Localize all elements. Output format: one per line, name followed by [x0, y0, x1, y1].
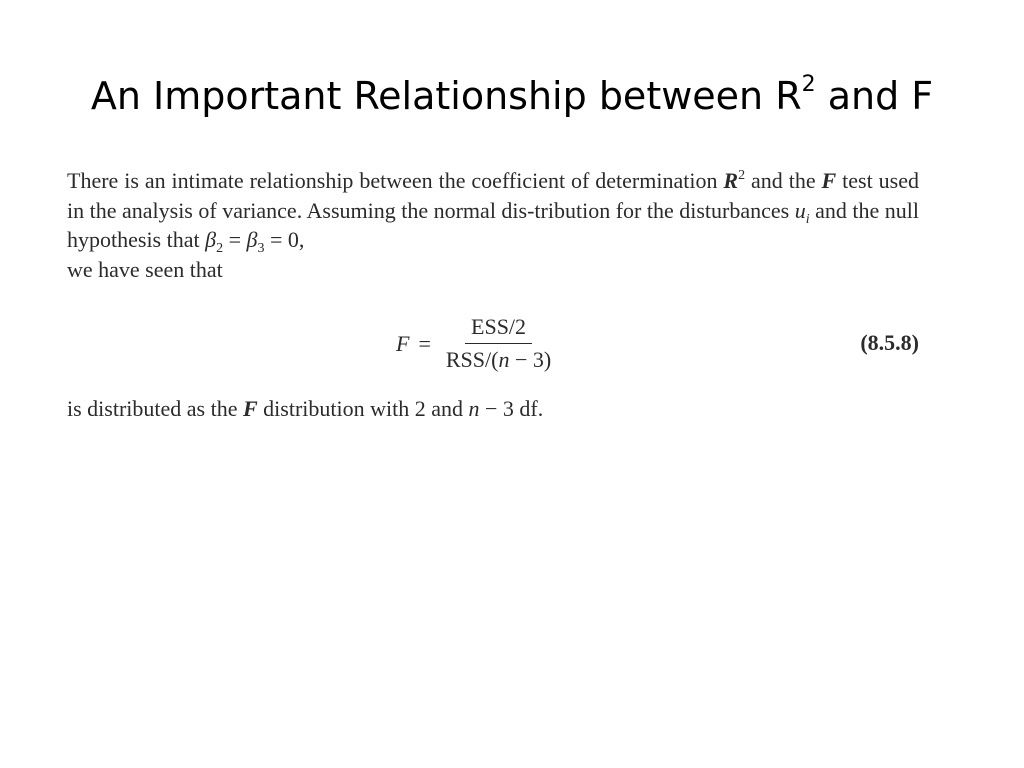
equation-number: (8.5.8) [860, 330, 919, 355]
equation-block [67, 284, 919, 394]
math-F: F [242, 396, 258, 421]
equation-lhs: F [396, 330, 410, 356]
math-beta2: β [205, 227, 217, 252]
denominator-text-end: − 3) [509, 347, 552, 372]
para-text: and the null hypothesis that [67, 197, 919, 252]
paragraph-intro [67, 166, 919, 284]
math-R-superscript: 2 [738, 168, 746, 183]
denominator-text: RSS/( [445, 347, 499, 372]
math-u: u [794, 197, 806, 223]
denominator-n: n [498, 347, 510, 372]
equation-numerator: ESS/2 [465, 314, 532, 344]
math-equals-zero: = 0, [264, 227, 305, 252]
title-text-end: and F [815, 74, 934, 118]
para-text: distribution with 2 and [257, 396, 469, 421]
para-text: and the [745, 168, 822, 193]
math-beta2-subscript: 2 [216, 241, 224, 256]
para-text: − 3 df. [479, 396, 544, 421]
math-beta3-subscript: 3 [257, 241, 265, 256]
para-last-line: we have seen that [67, 256, 223, 282]
math-n: n [468, 396, 480, 421]
equation-fraction [440, 314, 557, 373]
title-superscript: 2 [801, 72, 816, 97]
math-equals: = [223, 227, 247, 252]
textbook-excerpt [67, 166, 919, 424]
math-beta3: β [246, 227, 258, 252]
equation-equals: = [418, 330, 431, 356]
math-u-subscript: i [805, 211, 810, 227]
para-text: is distributed as the [67, 396, 243, 421]
para-text: There is an intimate relationship between the coefficient of determination [67, 168, 718, 193]
title-text: An Important Relationship between R [90, 74, 802, 118]
slide-title [0, 68, 1024, 124]
paragraph-conclusion [67, 394, 919, 424]
para-text: test used in the analysis of variance. Assuming the normal dis-tribution for the disturbances [67, 168, 919, 223]
equation-denominator [440, 344, 557, 373]
math-F: F [821, 168, 837, 193]
math-R: R [723, 168, 739, 193]
equation-f-statistic [396, 314, 557, 373]
